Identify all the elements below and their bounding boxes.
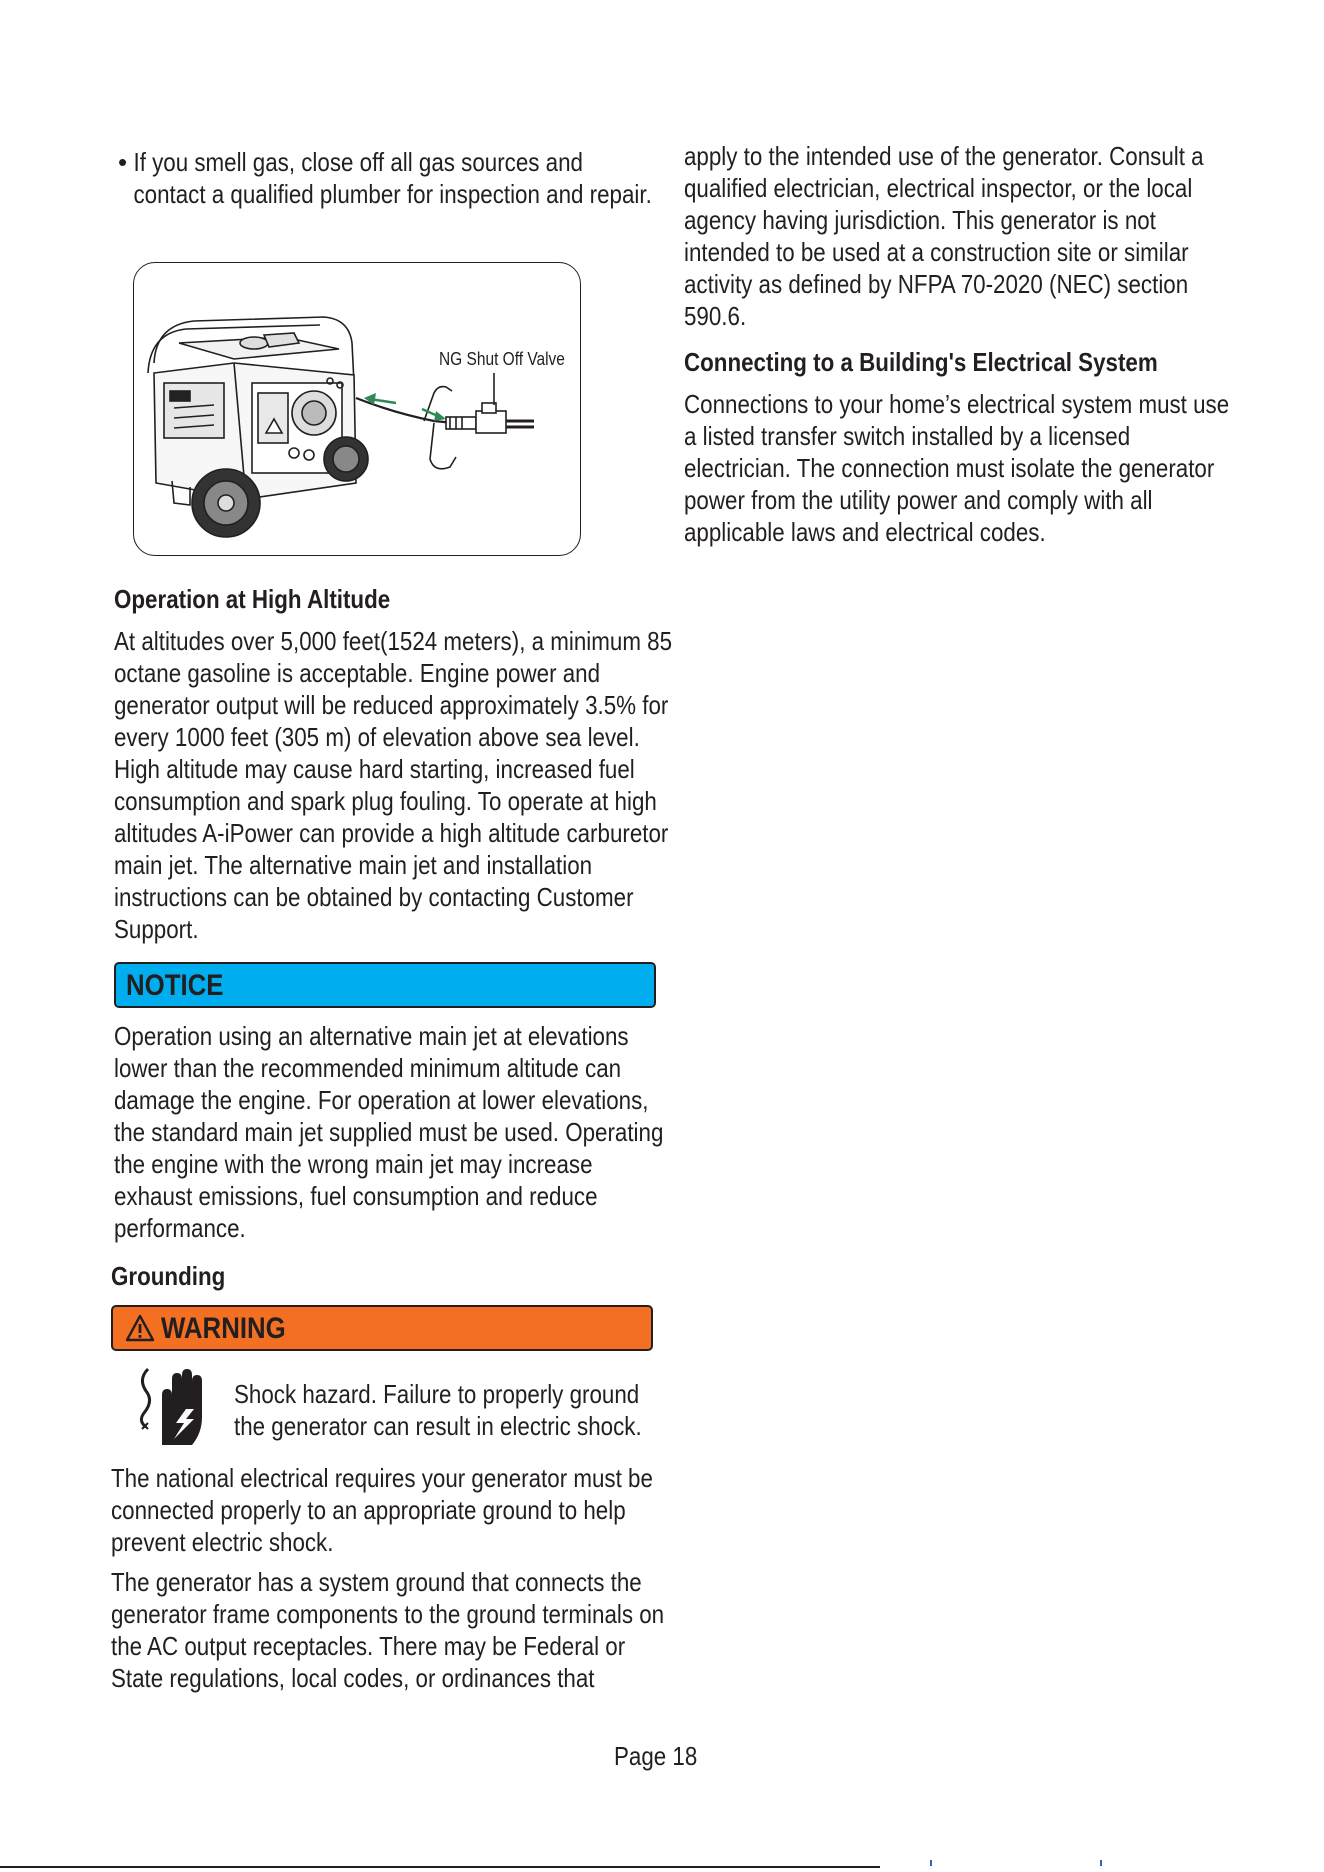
grounding-section: [111, 1260, 671, 1292]
altitude-heading: Operation at High Altitude: [114, 584, 391, 614]
altitude-section: [114, 583, 674, 945]
grounding-paragraph-1: The national electrical requires your generator must be connected properly to an appropriate ground to help prevent electric shock.: [111, 1463, 653, 1557]
notice-banner: [114, 962, 656, 1008]
warning-banner: [111, 1305, 653, 1351]
footer-mark: [930, 1860, 932, 1866]
footer-mark: [1100, 1860, 1102, 1866]
footer-rule: [0, 1866, 880, 1868]
generator-illustration: [134, 263, 581, 556]
gas-bullet-text: If you smell gas, close off all gas sources and contact a qualified plumber for inspection and repair.: [133, 147, 652, 209]
grounding-body: [111, 1462, 671, 1694]
warning-text-block: [234, 1378, 654, 1442]
gas-bullet: [118, 146, 652, 210]
continued-text: apply to the intended use of the generator. Consult a qualified electrician, electrical inspector, or the local agency having jurisdiction. This generator is not intended to be used at a construction site or similar activity as defined by NFPA 70-2020 (NEC) section 590.6.: [684, 141, 1204, 331]
notice-section: [114, 1020, 674, 1244]
shock-hazard-icon: [136, 1365, 212, 1447]
right-column: [684, 140, 1244, 548]
grounding-heading: Grounding: [111, 1261, 226, 1291]
connect-text: Connections to your home’s electrical system must use a listed transfer switch installed by a licensed electrician. The connection must isolate the generator power from the utility power and comply with all applicable laws and electrical codes.: [684, 389, 1230, 547]
grounding-paragraph-2: The generator has a system ground that connects the generator frame components to the ground terminals on the AC output receptacles. There may be Federal or State regulations, local codes, or ordinances that: [111, 1567, 665, 1693]
warning-label: WARNING: [161, 1312, 286, 1345]
notice-label: NOTICE: [126, 969, 224, 1002]
connect-heading: Connecting to a Building's Electrical System: [684, 347, 1158, 377]
generator-figure: [133, 262, 581, 556]
bullet-dot: •: [118, 147, 128, 177]
altitude-text: At altitudes over 5,000 feet(1524 meters), a minimum 85 octane gasoline is acceptable. Engine power and generator output will be reduced approximately 3.5% for every 1000 feet (305 m) of elevation above sea level. High altitude may cause hard starting, increased fuel consumption and spark plug fouling. To operate at high altitudes A-iPower can provide a high altitude carburetor main jet. The alternative main jet and installation instructions can be obtained by contacting Customer Support.: [114, 626, 673, 944]
warning-text: Shock hazard. Failure to properly ground the generator can result in electric shock.: [234, 1379, 642, 1441]
notice-text: Operation using an alternative main jet at elevations lower than the recommended minimum altitude can damage the engine. For operation at lower elevations, the standard main jet supplied must be used. Operating the engine with the wrong main jet may increase exhaust emissions, fuel consumption and reduce performance.: [114, 1021, 664, 1243]
warning-triangle-icon: [125, 1313, 155, 1343]
ng-shut-off-valve-label: NG Shut Off Valve: [439, 349, 565, 369]
page-number: Page 18: [614, 1741, 698, 1771]
